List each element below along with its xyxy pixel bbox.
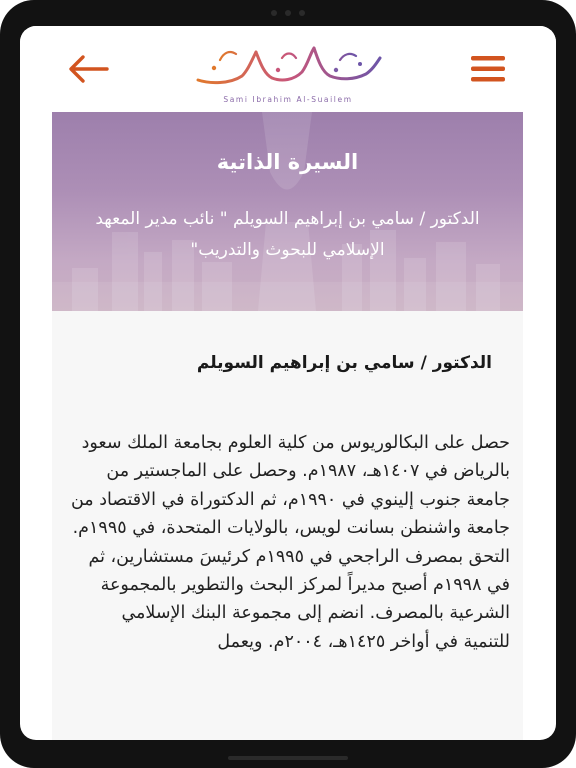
arrow-left-icon — [67, 54, 109, 88]
page-subtitle: الدكتور / سامي بن إبراهيم السويلم " نائب مدير المعهد الإسلامي للبحوث والتدريب" — [95, 209, 480, 260]
hero-banner — [52, 112, 523, 311]
logo-english-text: Sami Ibrahim Al-Suailem — [223, 95, 353, 104]
person-name: الدكتور / سامي بن إبراهيم السويلم — [196, 353, 492, 373]
hamburger-menu-icon — [470, 54, 506, 88]
bio-content — [52, 311, 523, 740]
site-logo[interactable] — [190, 40, 386, 104]
back-button[interactable] — [64, 50, 112, 92]
logo-calligraphy-icon — [190, 40, 386, 92]
app-header — [20, 26, 556, 114]
camera — [263, 10, 313, 16]
home-indicator — [228, 756, 348, 760]
bio-paragraph: حصل على البكالوريوس من كلية العلوم بجامعة الملك سعود بالرياض في ١٤٠٧هـ، ١٩٨٧م. وحصل على الماجستير من جامعة جنوب إلينوي في ١٩٩٠م، ثم الدكتوراة في الاقتصاد من جامعة واشنطن بسانت لويس، بالولايات المتحدة، في ١٩٩٥م. التحق بمصرف الراجحي في ١٩٩٥م كرئيسَ مستشارين، ثم في ١٩٩٨م أصبح مديراً لمركز البحث والتطوير بالمجموعة الشرعية بالمصرف. انضم إلى مجموعة البنك الإسلامي للتنمية في أواخر ١٤٢٥هـ، ٢٠٠٤م. ويعمل — [70, 433, 510, 652]
menu-button[interactable] — [464, 50, 512, 92]
page-title: السيرة الذاتية — [216, 150, 359, 174]
app-screen — [20, 26, 556, 740]
